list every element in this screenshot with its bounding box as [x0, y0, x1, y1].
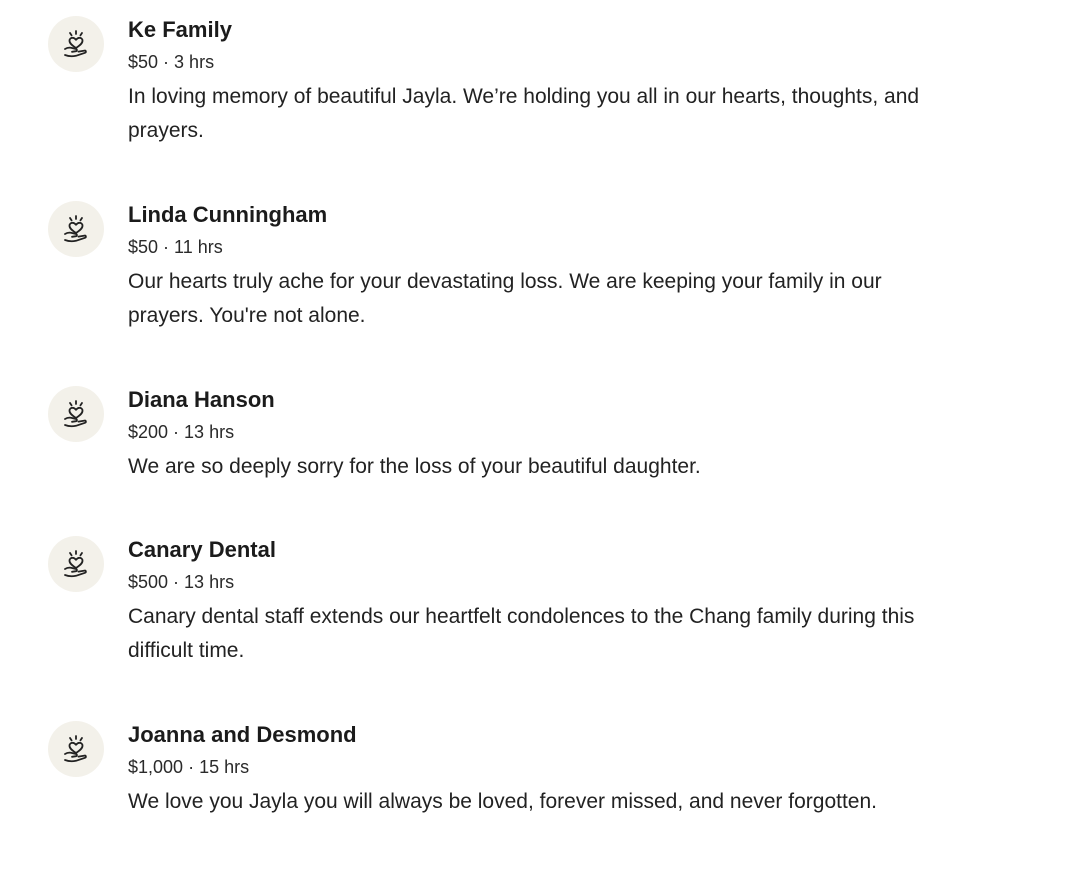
donation-meta — [128, 755, 938, 779]
donation-content — [128, 16, 938, 148]
donation-time: 11 hrs — [174, 237, 223, 257]
donation-message: We are so deeply sorry for the loss of your beautiful daughter. — [128, 455, 701, 478]
heart-in-hand-icon — [60, 548, 92, 580]
donation-content — [128, 536, 938, 668]
meta-separator: · — [158, 237, 175, 257]
avatar — [48, 536, 104, 592]
donation-time: 3 hrs — [174, 52, 215, 72]
donor-name: Ke Family — [128, 17, 232, 42]
donation-amount: $500 — [128, 572, 169, 592]
donation-meta — [128, 50, 938, 74]
donation-time: 13 hrs — [184, 422, 235, 442]
meta-separator: · — [168, 572, 185, 592]
donation-message: We love you Jayla you will always be loved, forever missed, and never forgotten. — [128, 790, 877, 813]
heart-in-hand-icon — [60, 398, 92, 430]
donation-amount: $1,000 — [128, 757, 184, 777]
donation-time: 13 hrs — [184, 572, 235, 592]
donor-name: Linda Cunningham — [128, 202, 328, 227]
heart-in-hand-icon — [60, 28, 92, 60]
heart-in-hand-icon — [60, 733, 92, 765]
donation-time: 15 hrs — [199, 757, 250, 777]
heart-in-hand-icon — [60, 213, 92, 245]
avatar — [48, 16, 104, 72]
avatar — [48, 721, 104, 777]
donor-name: Joanna and Desmond — [128, 722, 357, 747]
meta-separator: · — [158, 52, 175, 72]
meta-separator: · — [183, 757, 200, 777]
meta-separator: · — [168, 422, 185, 442]
donation-content — [128, 721, 938, 819]
donation-message: In loving memory of beautiful Jayla. We’re holding you all in our hearts, thoughts, and prayers. — [128, 85, 920, 142]
donation-amount: $50 — [128, 52, 159, 72]
avatar — [48, 201, 104, 257]
donation-amount: $50 — [128, 237, 159, 257]
donation-meta — [128, 570, 938, 594]
donation-content — [128, 386, 938, 484]
donation-meta — [128, 235, 938, 259]
donation-message: Our hearts truly ache for your devastating loss. We are keeping your family in our prayers. You're not alone. — [128, 270, 882, 327]
donor-name: Canary Dental — [128, 537, 276, 562]
donor-name: Diana Hanson — [128, 387, 275, 412]
donation-message: Canary dental staff extends our heartfelt condolences to the Chang family during this difficult time. — [128, 605, 915, 662]
donation-amount: $200 — [128, 422, 169, 442]
avatar — [48, 386, 104, 442]
donation-meta — [128, 420, 938, 444]
donation-content — [128, 201, 938, 333]
